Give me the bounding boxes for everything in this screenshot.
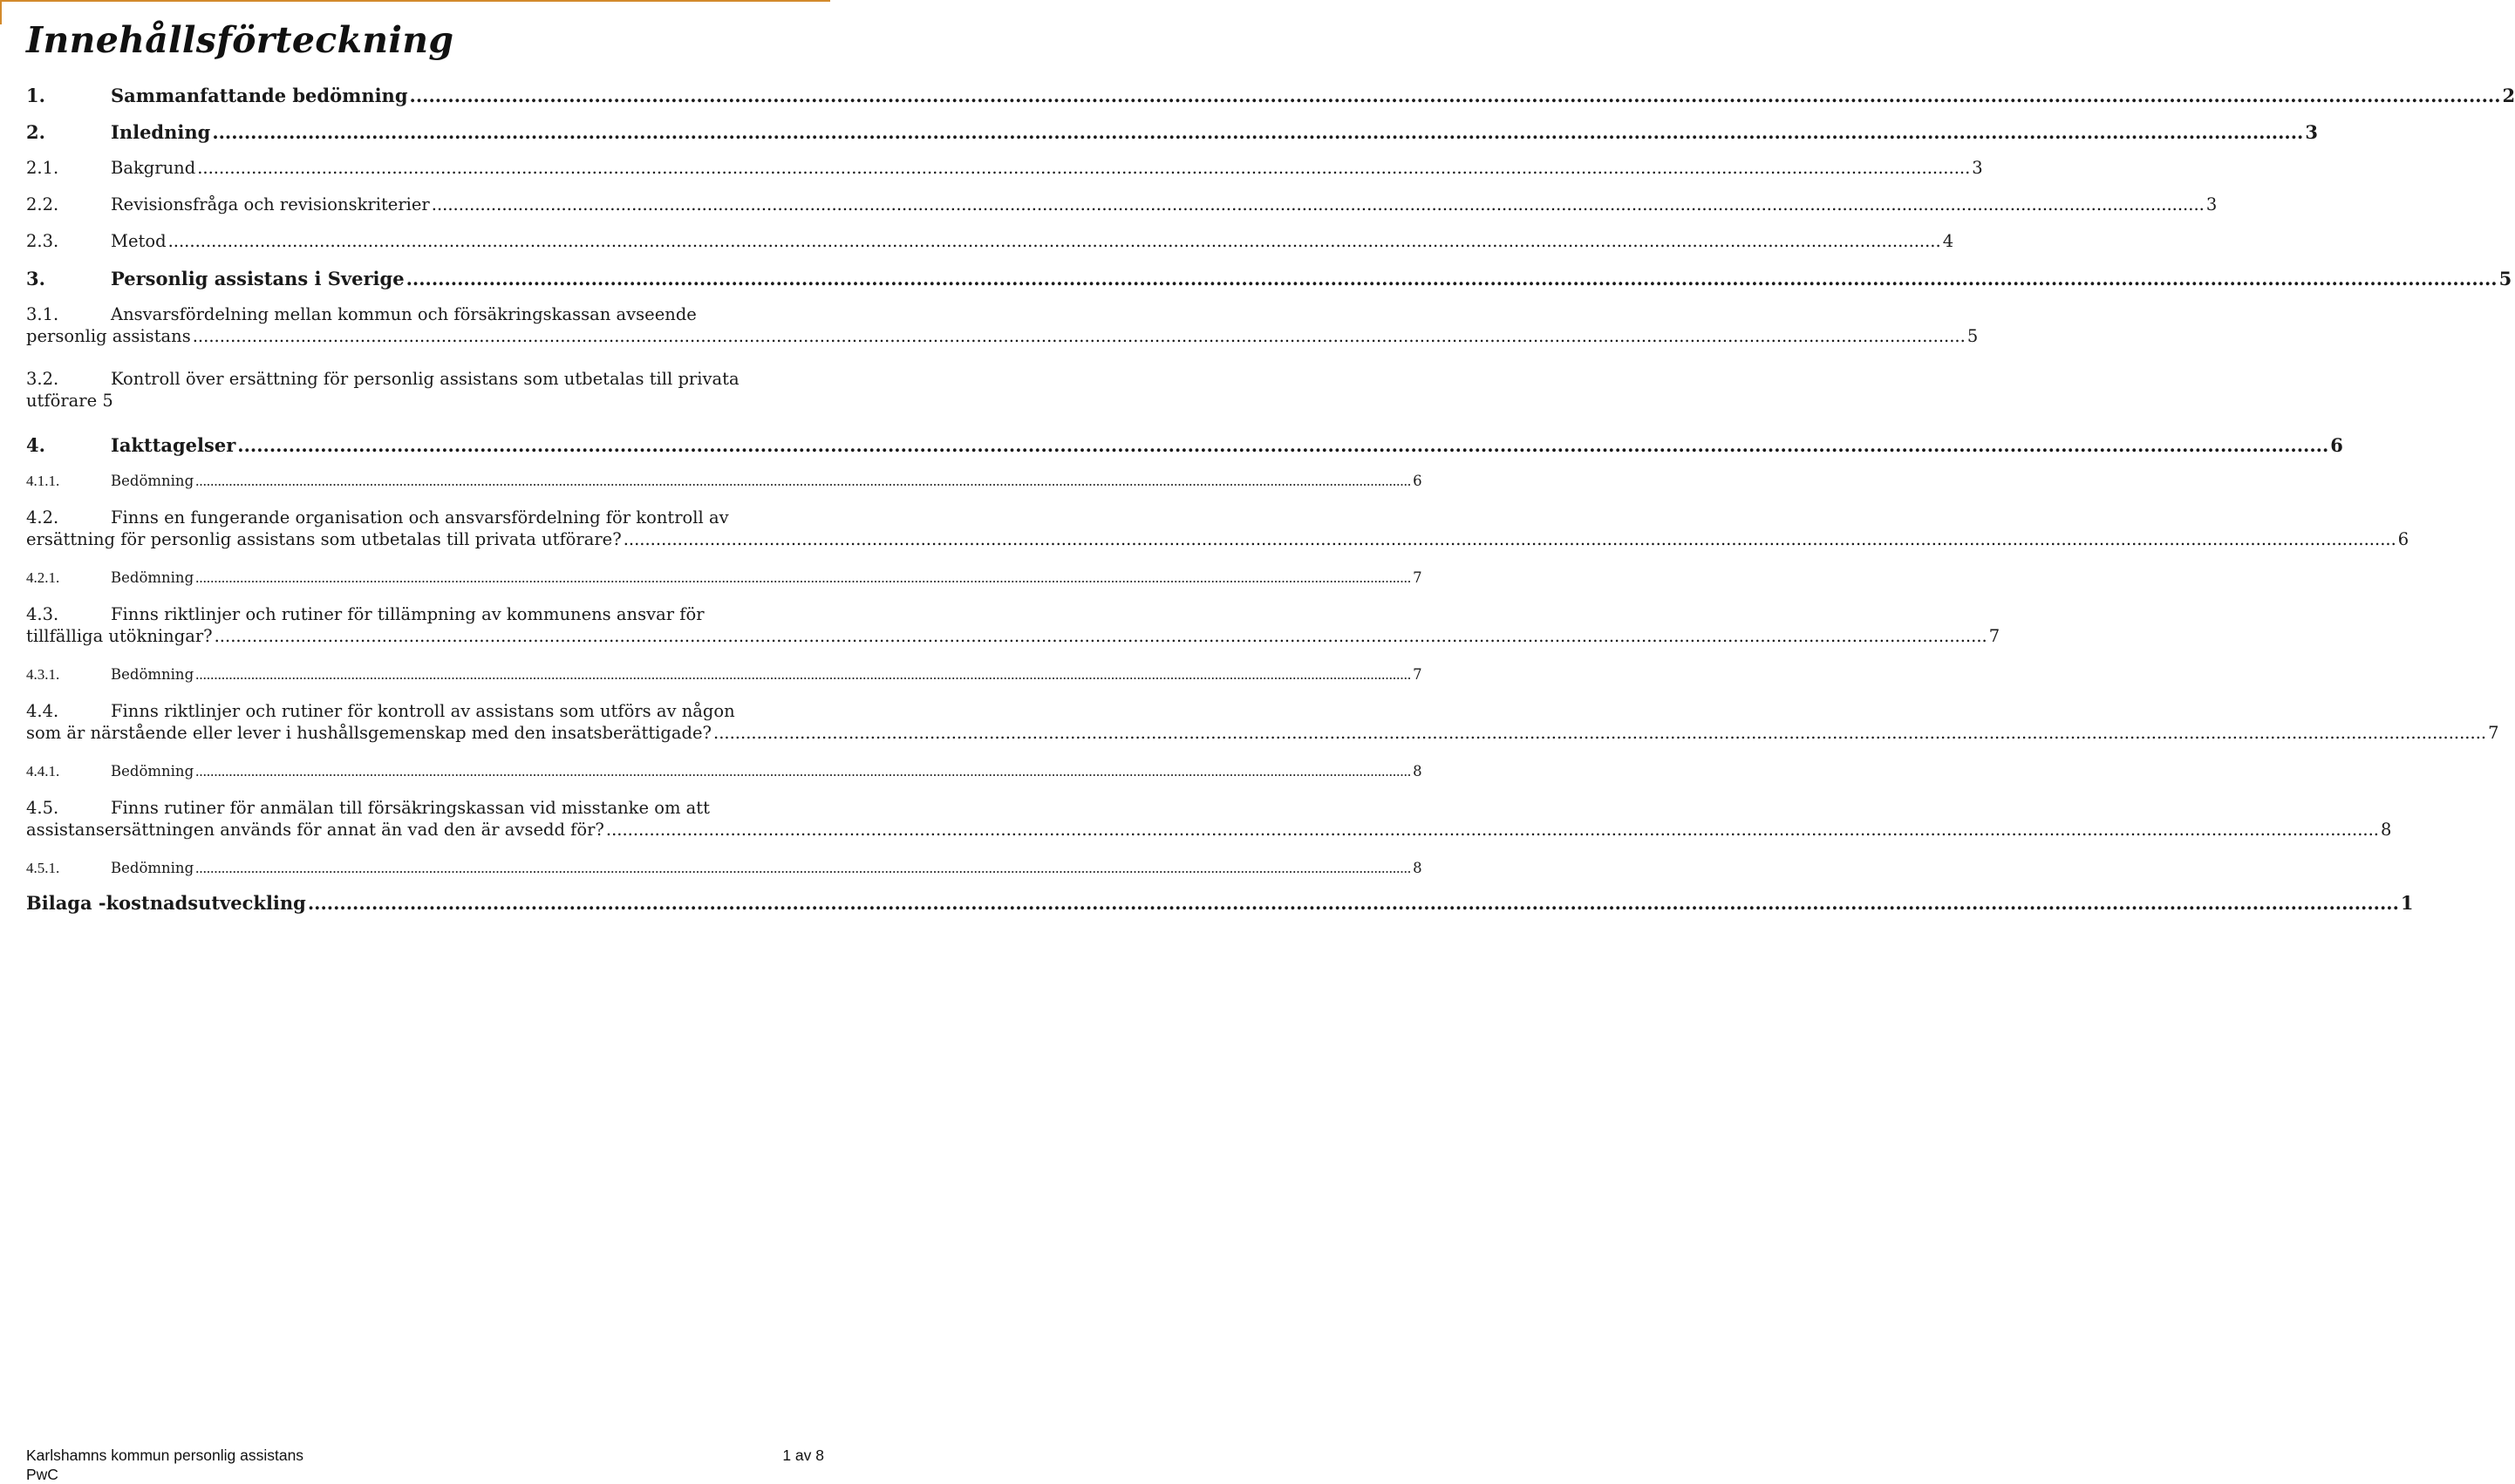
toc-page: 6 xyxy=(2330,434,2343,456)
toc-entry-3[interactable] xyxy=(26,268,2512,289)
toc-number: 3. xyxy=(26,268,45,289)
toc-number: 4.5. xyxy=(26,798,59,818)
toc-text-line2: tillfälliga utökningar? xyxy=(26,626,213,646)
toc-entry-3-1[interactable] xyxy=(26,304,1979,346)
toc-leader xyxy=(237,434,2328,456)
toc-page: 5 xyxy=(2498,268,2512,289)
toc-page: 7 xyxy=(1413,666,1422,683)
toc-text: Bedömning xyxy=(111,569,194,586)
toc-text: Inledning xyxy=(111,121,211,143)
toc-leader xyxy=(713,723,2486,743)
toc-page: 6 xyxy=(1413,473,1422,489)
toc-text-line2: personlig assistans xyxy=(26,326,191,346)
toc-entry-1[interactable] xyxy=(26,85,2515,106)
toc-text: Bedömning xyxy=(111,860,194,876)
toc-leader xyxy=(215,626,1987,646)
toc-page: 5 xyxy=(1966,326,1979,346)
toc-entry-4-3[interactable] xyxy=(26,604,2000,646)
toc-number: 2.2. xyxy=(26,194,59,214)
toc-leader xyxy=(432,194,2205,214)
toc-number: 2. xyxy=(26,121,45,143)
footer-company: PwC xyxy=(26,1466,58,1483)
footer-document-title: Karlshamns kommun personlig assistans xyxy=(26,1447,304,1464)
toc-text-line1: Finns riktlinjer och rutiner för tillämpning av kommunens ansvar för xyxy=(111,604,705,624)
toc-page: 8 xyxy=(2381,820,2392,840)
toc-entry-bilaga[interactable] xyxy=(26,892,2414,914)
toc-number: 4.2.1. xyxy=(26,569,60,586)
toc-number: 4.3. xyxy=(26,604,59,624)
corner-mark-vertical xyxy=(0,0,2,24)
toc-leader xyxy=(212,121,2303,143)
toc-page: 1 xyxy=(2400,892,2414,914)
toc-entry-2-2[interactable] xyxy=(26,194,2218,214)
toc-page: 8 xyxy=(1413,763,1422,779)
toc-entry-4-5-1[interactable] xyxy=(26,860,1422,877)
toc-page: 3 xyxy=(2205,194,2218,214)
toc-entry-2-3[interactable] xyxy=(26,231,1954,251)
footer-page-number: 1 av 8 xyxy=(782,1447,824,1464)
toc-leader xyxy=(308,892,2399,914)
toc-number: 2.3. xyxy=(26,231,59,251)
toc-leader xyxy=(195,473,1411,490)
toc-entry-4-2[interactable] xyxy=(26,507,2409,549)
toc-number: 1. xyxy=(26,85,45,106)
toc-text-line2: assistansersättningen används för annat än vad den är avsedd för? xyxy=(26,820,604,840)
toc-entry-4[interactable] xyxy=(26,434,2343,456)
toc-number: 4.3.1. xyxy=(26,666,60,683)
toc-number: 4.4.1. xyxy=(26,763,60,779)
toc-number: 4.5.1. xyxy=(26,860,60,876)
toc-text-line2: utförare 5 xyxy=(26,391,113,411)
toc-number: 2.1. xyxy=(26,158,59,178)
toc-number: 4.4. xyxy=(26,701,59,721)
toc-leader xyxy=(406,268,2498,289)
toc-entry-4-3-1[interactable] xyxy=(26,666,1422,684)
toc-entry-4-4[interactable] xyxy=(26,701,2499,743)
toc-text: Sammanfattande bedömning xyxy=(111,85,408,106)
toc-page: 3 xyxy=(1972,158,1983,178)
toc-text-line2: ersättning för personlig assistans som utbetalas till privata utförare? xyxy=(26,529,622,549)
toc-text-line1: Finns en fungerande organisation och ansvarsfördelning för kontroll av xyxy=(111,507,729,528)
toc-page: 6 xyxy=(2397,529,2409,549)
page-footer xyxy=(26,1446,824,1484)
toc-entry-4-2-1[interactable] xyxy=(26,569,1422,587)
toc-page: 7 xyxy=(2488,723,2499,743)
toc-number: 4.2. xyxy=(26,507,59,528)
toc-page: 7 xyxy=(1413,569,1422,586)
toc-page: 2 xyxy=(2502,85,2515,106)
toc-page: 4 xyxy=(1942,231,1954,251)
toc-text: Bakgrund xyxy=(111,158,196,178)
toc-entry-4-4-1[interactable] xyxy=(26,763,1422,780)
toc-page: 3 xyxy=(2305,121,2318,143)
toc-leader xyxy=(193,326,1966,346)
toc-leader xyxy=(410,85,2501,106)
toc-number: 4. xyxy=(26,434,45,456)
toc-leader xyxy=(195,569,1411,587)
toc-text-line2: som är närstående eller lever i hushållsgemenskap med den insatsberättigade? xyxy=(26,723,712,743)
toc-text: Metod xyxy=(111,231,167,251)
toc-text-line1: Finns riktlinjer och rutiner för kontroll av assistans som utförs av någon xyxy=(111,701,735,721)
toc-number: 3.2. xyxy=(26,369,59,389)
toc-entry-2-1[interactable] xyxy=(26,158,1983,178)
toc-text-line1: Finns rutiner för anmälan till försäkringskassan vid misstanke om att xyxy=(111,798,710,818)
toc-text: Bilaga -kostnadsutveckling xyxy=(26,892,306,914)
toc-entry-4-5[interactable] xyxy=(26,798,2392,840)
toc-text-line1: Kontroll över ersättning för personlig assistans som utbetalas till privata xyxy=(111,369,740,389)
toc-number: 3.1. xyxy=(26,304,59,324)
toc-entry-4-1-1[interactable] xyxy=(26,473,1422,490)
toc-text: Revisionsfråga och revisionskriterier xyxy=(111,194,430,214)
toc-page: 8 xyxy=(1413,860,1422,876)
toc-text: Iakttagelser xyxy=(111,434,236,456)
toc-leader xyxy=(195,860,1411,877)
toc-text-line1: Ansvarsfördelning mellan kommun och försäkringskassan avseende xyxy=(111,304,697,324)
toc-leader xyxy=(195,763,1411,780)
toc-leader xyxy=(168,231,1941,251)
toc-text: Bedömning xyxy=(111,473,194,489)
toc-entry-3-2[interactable] xyxy=(26,369,835,411)
corner-mark-horizontal xyxy=(0,0,830,2)
toc-text: Personlig assistans i Sverige xyxy=(111,268,405,289)
toc-text: Bedömning xyxy=(111,666,194,683)
toc-leader xyxy=(624,529,2396,549)
toc-leader xyxy=(195,666,1411,684)
toc-entry-2[interactable] xyxy=(26,121,2318,143)
toc-text: Bedömning xyxy=(111,763,194,779)
page-title: Innehållsförteckning xyxy=(26,19,454,61)
toc-number: 4.1.1. xyxy=(26,473,60,489)
toc-leader xyxy=(197,158,1970,178)
toc-leader xyxy=(606,820,2379,840)
toc-page: 7 xyxy=(1988,626,2000,646)
